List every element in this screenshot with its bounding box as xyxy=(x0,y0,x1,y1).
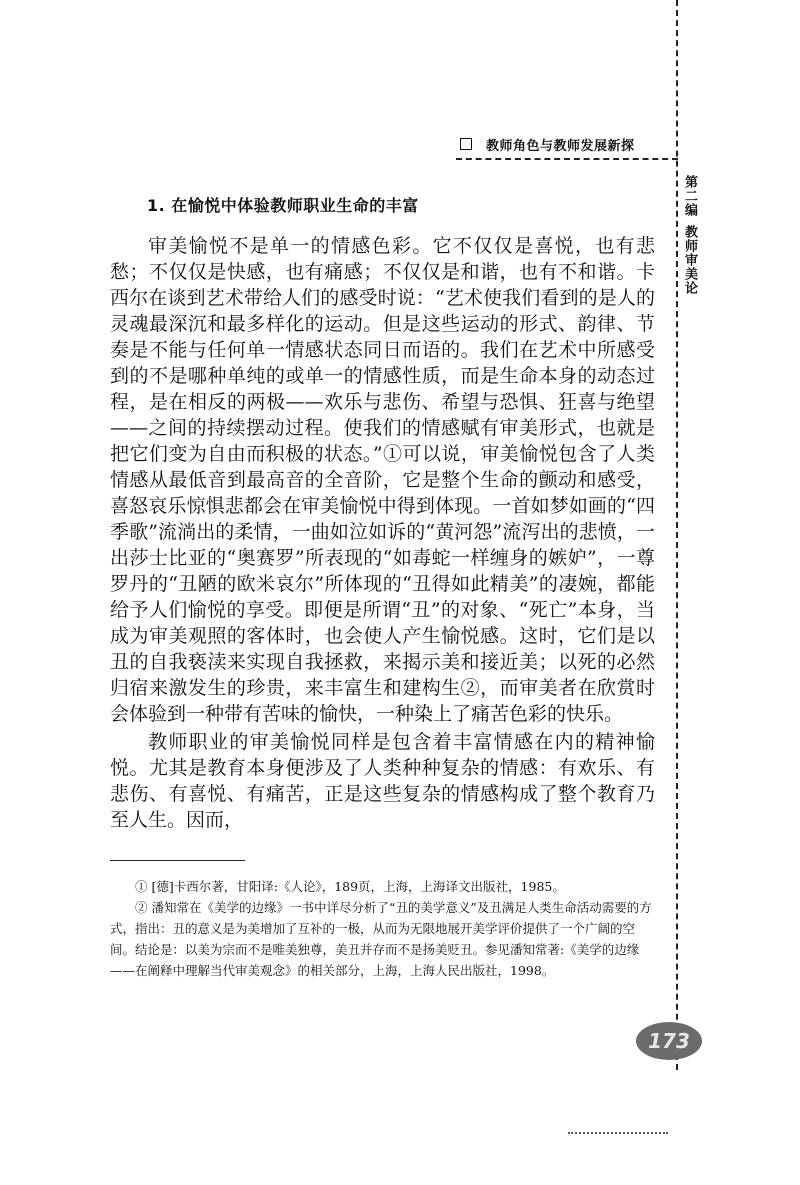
footnote: ② 潘知常在《美学的边缘》一书中详尽分析了“丑的美学意义”及丑满足人类生命活动需要的方式，指出：丑的意义是为美增加了互补的一极，从而为无限地展开美学评价提供了一个广阔的空间。结论是：以美为宗而不是唯美独尊，美丑并存而不是扬美贬丑。参见潘知常著:《美学的边缘——在阐释中理解当代审美观念》的相关部分，上海，上海人民出版社，1998。 xyxy=(110,900,652,978)
side-tab-part: 第二编 xyxy=(682,175,697,217)
header-title: 教师角色与教师发展新探 xyxy=(486,138,635,154)
square-icon xyxy=(460,138,472,150)
section-heading: 1. 在愉悦中体验教师职业生命的丰富 xyxy=(147,196,419,215)
page-number-badge xyxy=(636,1022,702,1060)
scan-artifact-line xyxy=(568,1132,668,1134)
body-text xyxy=(110,233,655,833)
footnote: ① [德]卡西尔著，甘阳译:《人论》，189页，上海，上海译文出版社，1985。 xyxy=(135,879,565,894)
paragraph: 教师职业的审美愉悦同样是包含着丰富情感在内的精神愉悦。尤其是教育本身便涉及了人类种种复杂的情感：有欢乐、有悲伤、有喜悦、有痛苦，正是这些复杂的情感构成了整个教育乃至人生。因而， xyxy=(110,731,655,831)
running-header xyxy=(460,134,635,154)
side-tab xyxy=(681,175,705,295)
page-number: 173 xyxy=(648,1029,690,1053)
footnotes xyxy=(110,876,655,981)
header-dashed-line xyxy=(456,158,678,160)
paragraph: 审美愉悦不是单一的情感色彩。它不仅仅是喜悦，也有悲愁；不仅仅是快感，也有痛感；不仅仅是和谐，也有不和谐。卡西尔在谈到艺术带给人们的感受时说：“艺术使我们看到的是人的灵魂最深沉和最多样化的运动。但是这些运动的形式、韵律、节奏是不能与任何单一情感状态同日而语的。我们在艺术中所感受到的不是哪种单纯的或单一的情感性质，而是生命本身的动态过程，是在相反的两极——欢乐与悲伤、希望与恐惧、狂喜与绝望——之间的持续摆动过程。使我们的情感赋有审美形式，也就是把它们变为自由而积极的状态。”①可以说，审美愉悦包含了人类情感从最低音到最高音的全音阶，它是整个生命的颤动和感受，喜怒哀乐惊惧悲都会在审美愉悦中得到体现。一首如梦如画的“四季歌”流淌出的柔情，一曲如泣如诉的“黄河怨”流泻出的悲愤，一出莎士比亚的“奥赛罗”所表现的“如毒蛇一样缠身的嫉妒”，一尊罗丹的“丑陋的欧米哀尔”所体现的“丑得如此精美”的凄婉，都能给予人们愉悦的享受。即便是所谓“丑”的对象、“死亡”本身，当成为审美观照的客体时，也会使人产生愉悦感。这时，它们是以丑的自我亵渎来实现自我拯救，来揭示美和接近美；以死的必然归宿来激发生的珍贵，来丰富生和建构生②，而审美者在欣赏时会体验到一种带有苦味的愉快，一种染上了痛苦色彩的快乐。 xyxy=(110,235,655,725)
side-tab-section: 教师审美论 xyxy=(682,225,697,295)
footnote-rule xyxy=(110,860,245,861)
margin-dashed-line-vertical xyxy=(676,0,678,1070)
